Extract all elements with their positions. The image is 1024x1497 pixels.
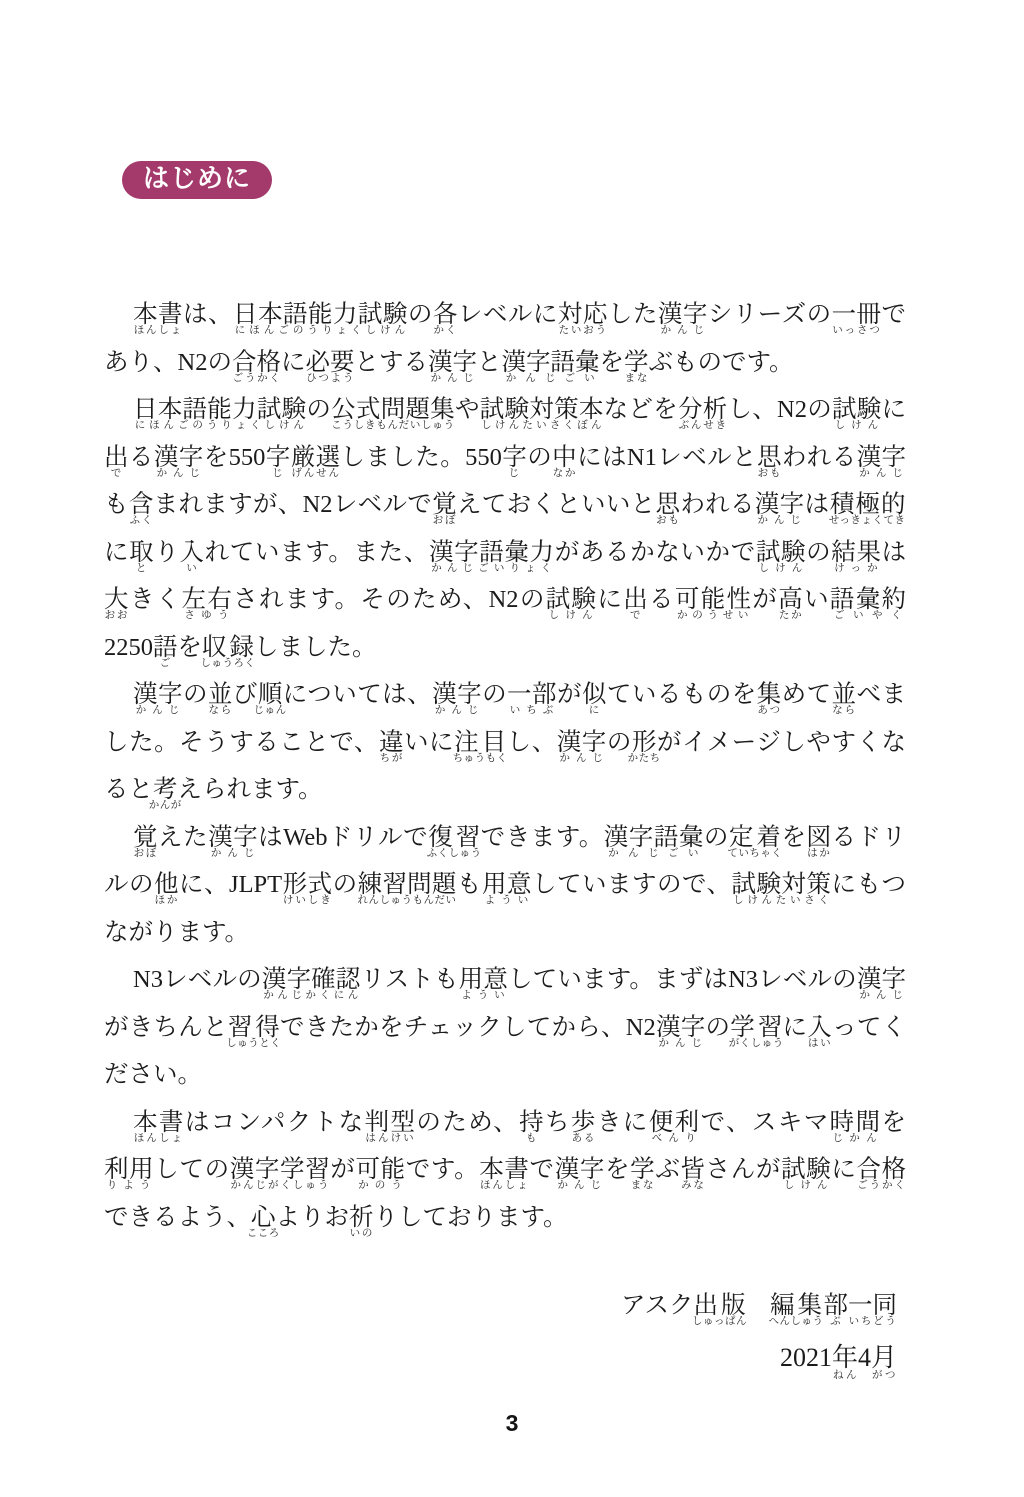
- annotated-text: 語ご: [153, 633, 178, 669]
- furigana: まな: [623, 372, 649, 384]
- annotated-text: 漢字かんじ: [657, 301, 708, 336]
- furigana: ごいやく: [829, 610, 907, 621]
- furigana: かんじ: [856, 467, 907, 479]
- annotated-text: 出版しゅっぱん: [692, 1292, 747, 1327]
- furigana: さゆう: [181, 610, 232, 621]
- annotated-text: 漢字かんじ: [754, 491, 805, 526]
- annotated-text: 漢字かんじ: [427, 348, 477, 384]
- annotated-text: 漢字語彙かんじごい: [603, 823, 704, 859]
- furigana: ふく: [128, 515, 154, 526]
- furigana: げんせん: [290, 467, 341, 479]
- furigana: はか: [806, 847, 831, 859]
- annotated-text: 漢字かんじ: [655, 1013, 706, 1049]
- furigana: おも: [655, 515, 681, 526]
- furigana: かんじ: [153, 467, 204, 479]
- annotated-text: 漢字確認かんじかくにん: [261, 966, 361, 1001]
- annotated-text: 高たか: [778, 586, 805, 621]
- annotated-text: 日本語能力試験にほんごのうりょくしけん: [232, 301, 408, 336]
- furigana: しけん: [545, 610, 597, 621]
- furigana: ある: [570, 1132, 596, 1144]
- furigana: かんが: [148, 800, 182, 811]
- annotated-text: 必要ひつよう: [305, 348, 355, 384]
- annotated-text: 習得しゅうとく: [226, 1013, 282, 1049]
- furigana: かんじ: [554, 1180, 605, 1191]
- annotated-text: 他ほか: [154, 871, 180, 906]
- annotated-text: 字じ: [501, 443, 528, 479]
- annotated-text: 日本語能力試験にほんごのうりょくしけん: [133, 396, 307, 431]
- furigana: ようい: [458, 990, 508, 1001]
- body-text: [104, 291, 906, 1241]
- furigana: へんしゅう: [768, 1316, 824, 1327]
- furigana: しけん: [781, 1180, 831, 1191]
- annotated-text: 中なか: [552, 443, 578, 479]
- annotated-text: 一部いちぶ: [507, 681, 557, 716]
- annotated-text: 利用りよう: [104, 1156, 155, 1191]
- page-number: 3: [505, 1410, 519, 1436]
- furigana: かく: [432, 325, 458, 336]
- annotated-text: 思おも: [756, 443, 782, 479]
- furigana: かんじ: [432, 705, 482, 716]
- furigana: まな: [630, 1180, 655, 1191]
- furigana: じ: [501, 467, 527, 479]
- annotated-text: 用意ようい: [458, 966, 509, 1001]
- annotated-text: 学まな: [630, 1156, 656, 1191]
- furigana: ていちゃく: [727, 847, 783, 859]
- annotated-text: 漢字かんじ: [556, 728, 607, 764]
- annotated-text: 皆みな: [680, 1156, 706, 1191]
- furigana: たか: [778, 610, 803, 621]
- annotated-text: 合格ごうかく: [856, 1156, 907, 1191]
- annotated-text: 似に: [581, 681, 607, 716]
- furigana: で: [104, 467, 129, 479]
- annotated-text: 並なら: [831, 681, 857, 716]
- furigana: なか: [552, 467, 577, 479]
- furigana: こうしきもんだいしゅう: [331, 420, 455, 431]
- furigana: いっさつ: [831, 325, 882, 336]
- annotated-text: 考かんが: [148, 776, 182, 811]
- annotated-text: 時間じかん: [829, 1108, 882, 1144]
- furigana: おお: [104, 610, 129, 621]
- annotated-text: 並なら: [207, 681, 233, 716]
- annotated-text: 合格ごうかく: [231, 348, 281, 384]
- annotated-text: 漢字かんじ: [856, 443, 907, 479]
- annotated-text: 本書ほんしょ: [133, 301, 183, 336]
- annotated-text: 結果けっか: [831, 538, 882, 574]
- annotated-text: 取と: [129, 538, 155, 574]
- furigana: ぶんせき: [677, 420, 728, 431]
- annotated-text: 歩ある: [570, 1108, 597, 1144]
- furigana: かんじかくにん: [261, 990, 361, 1001]
- annotated-text: 便利べんり: [648, 1108, 701, 1144]
- furigana: ちが: [378, 752, 404, 764]
- annotated-text: 漢字語彙力かんじごいりょく: [428, 538, 555, 574]
- annotated-text: 試験しけん: [755, 538, 807, 574]
- furigana: たいおう: [557, 325, 608, 336]
- annotated-text: 漢字かんじ: [208, 823, 259, 859]
- annotated-text: 漢字かんじ: [133, 681, 183, 716]
- furigana: かんじごい: [501, 372, 600, 384]
- annotated-text: 図はか: [806, 823, 832, 859]
- annotated-text: 収録しゅうろく: [200, 633, 256, 669]
- furigana: かのうせい: [674, 610, 752, 621]
- furigana: ちゅうもく: [452, 752, 508, 764]
- furigana: にほんごのうりょくしけん: [232, 325, 408, 336]
- annotated-text: 年ねん: [831, 1343, 858, 1381]
- furigana: はい: [807, 1037, 832, 1049]
- furigana: おぼ: [133, 847, 158, 859]
- annotated-text: 字じ: [265, 443, 291, 479]
- furigana: ほんしょ: [133, 1132, 184, 1144]
- annotated-text: 出で: [623, 586, 650, 621]
- furigana: せっきょくてき: [828, 515, 906, 526]
- annotated-text: 試験しけん: [832, 396, 882, 431]
- paragraph: 日本語能力試験にほんごのうりょくしけんの公式問題集こうしきもんだいしゅうや試験対策本しけんたいさくぼんなどを分析ぶんせきし、N2の試験しけんに出でる漢字かんじを550字じ厳選げんせんしました。550字じの中なかにはN1レベルと思おもわれる漢字かんじも含ふくまれますが、N2レベルで覚おぼえておくといいと思おもわれる漢字かんじは積極的せっきょくてきに取とり入いれています。また、漢字語彙力かんじごいりょくがあるかないかで試験しけんの結果けっかは大おおきく左右さゆうされます。そのため、N2の試験しけんに出でる可能性かのうせいが高たかい語彙約ごいやく2250語ごを収録しゅうろくしました。: [104, 396, 907, 669]
- annotated-text: 試験しけん: [781, 1156, 832, 1191]
- furigana: ほんしょ: [479, 1180, 529, 1191]
- furigana: おぼ: [432, 515, 457, 526]
- annotated-text: 用意ようい: [481, 871, 532, 906]
- annotated-text: 部ぶ: [823, 1292, 848, 1327]
- furigana: も: [519, 1132, 544, 1144]
- annotated-text: 注目ちゅうもく: [452, 728, 508, 764]
- furigana: ねん: [831, 1370, 858, 1381]
- furigana: しけん: [832, 420, 882, 431]
- furigana: しゅうとく: [226, 1037, 282, 1049]
- annotated-text: 漢字かんじ: [856, 966, 907, 1001]
- furigana: れんしゅうもんだい: [357, 895, 457, 906]
- furigana: かのう: [355, 1180, 406, 1191]
- furigana: なら: [207, 705, 233, 716]
- annotated-text: 試験対策本しけんたいさくぼん: [479, 396, 604, 431]
- annotated-text: 復習ふくしゅう: [426, 823, 482, 859]
- furigana: ふくしゅう: [426, 847, 482, 859]
- furigana: ほか: [154, 895, 179, 906]
- annotated-text: 集あつ: [756, 681, 782, 716]
- annotated-text: 左右さゆう: [181, 586, 234, 621]
- furigana: じゅん: [253, 705, 287, 716]
- furigana: あつ: [756, 705, 782, 716]
- annotated-text: 漢字学習かんじがくしゅう: [229, 1156, 331, 1191]
- paragraph: 覚おぼえた漢字かんじはWebドリルで復習ふくしゅうできます。漢字語彙かんじごいの定着ていちゃくを図はかるドリルの他ほかに、JLPT形式けいしきの練習問題れんしゅうもんだいも用意よういしていますので、試験対策しけんたいさくにもつながります。: [104, 823, 907, 946]
- section-badge-label: はじめに: [143, 163, 252, 193]
- furigana: かんじごいりょく: [428, 562, 555, 574]
- annotated-text: 漢字かんじ: [153, 443, 204, 479]
- annotated-text: 可能性かのうせい: [674, 586, 753, 621]
- furigana: かんじ: [657, 325, 708, 336]
- furigana: かんじ: [856, 990, 907, 1001]
- furigana: ひつよう: [305, 372, 355, 384]
- furigana: かんじがくしゅう: [229, 1180, 330, 1191]
- annotated-text: 漢字かんじ: [554, 1156, 605, 1191]
- annotated-text: 判型はんけい: [364, 1108, 417, 1144]
- annotated-text: 含ふく: [128, 491, 154, 526]
- furigana: かんじ: [427, 372, 477, 384]
- annotated-text: 覚おぼ: [133, 823, 159, 859]
- annotated-text: 編集へんしゅう: [768, 1292, 824, 1327]
- furigana: い: [179, 562, 204, 574]
- furigana: かんじ: [556, 752, 607, 764]
- annotated-text: 入い: [179, 538, 205, 574]
- annotated-text: 思おも: [655, 491, 681, 526]
- furigana: かんじ: [754, 515, 805, 526]
- furigana: かんじ: [655, 1037, 706, 1049]
- furigana: りよう: [104, 1180, 154, 1191]
- annotated-text: 順じゅん: [253, 681, 287, 716]
- annotated-text: 月がつ: [870, 1343, 897, 1381]
- furigana: おも: [756, 467, 782, 479]
- furigana: しけんたいさくぼん: [479, 420, 604, 431]
- annotated-text: 心こころ: [246, 1203, 280, 1239]
- furigana: かんじ: [208, 847, 258, 859]
- furigana: じ: [265, 467, 290, 479]
- furigana: なら: [831, 705, 857, 716]
- annotated-text: 対応たいおう: [557, 301, 608, 336]
- annotated-text: 漢字語彙かんじごい: [501, 348, 600, 384]
- furigana: こころ: [246, 1227, 280, 1239]
- furigana: いちどう: [848, 1316, 897, 1327]
- furigana: けいしき: [282, 895, 333, 906]
- furigana: ご: [153, 657, 178, 669]
- annotated-text: 厳選げんせん: [290, 443, 341, 479]
- annotated-text: 定着ていちゃく: [727, 823, 783, 859]
- furigana: かたち: [627, 752, 661, 764]
- annotated-text: 覚おぼ: [432, 491, 457, 526]
- annotated-text: 語彙約ごいやく: [829, 586, 907, 621]
- signature-line: アスク出版しゅっぱん 編集へんしゅう部ぶ一同いちどう: [620, 1292, 897, 1327]
- furigana: けっか: [831, 562, 881, 574]
- furigana: しけん: [755, 562, 806, 574]
- annotated-text: 持も: [519, 1108, 546, 1144]
- furigana: みな: [680, 1180, 705, 1191]
- paragraph: N3レベルの漢字確認かんじかくにんリストも用意よういしています。まずはN3レベルの漢字かんじがきちんと習得しゅうとくできたかをチェックしてから、N2漢字かんじの学習がくしゅうに入はいってください。: [104, 966, 907, 1088]
- date-line: 2021年ねん4月がつ: [779, 1343, 897, 1381]
- annotated-text: 公式問題集こうしきもんだいしゅう: [331, 396, 456, 431]
- annotated-text: 一冊いっさつ: [831, 301, 882, 336]
- annotated-text: 出で: [104, 443, 129, 479]
- paragraph: 本書ほんしょは、日本語能力試験にほんごのうりょくしけんの各かくレベルに対応たいおうした漢字かんじシリーズの一冊いっさつであり、N2の合格ごうかくに必要ひつようとする漢字かんじと漢字語彙かんじごいを学まなぶものです。: [104, 301, 907, 384]
- annotated-text: 形式けいしき: [282, 871, 333, 906]
- annotated-text: 形かたち: [627, 728, 661, 764]
- paragraph: 漢字かんじの並ならび順じゅんについては、漢字かんじの一部いちぶが似にているものを集あつめて並ならべました。そうすることで、違ちがいに注目ちゅうもくし、漢字かんじの形かたちがイメージしやすくなると考かんがえられます。: [104, 681, 907, 811]
- annotated-text: 可能かのう: [355, 1156, 406, 1191]
- furigana: ようい: [481, 895, 532, 906]
- furigana: に: [581, 705, 607, 716]
- annotated-text: 学まな: [623, 348, 649, 384]
- furigana: がつ: [870, 1370, 897, 1381]
- annotated-text: 違ちが: [378, 728, 405, 764]
- annotated-text: 祈いの: [349, 1203, 374, 1239]
- furigana: べんり: [648, 1132, 700, 1144]
- annotated-text: 分析ぶんせき: [677, 396, 728, 431]
- annotated-text: 試験しけん: [545, 586, 598, 621]
- furigana: と: [129, 562, 154, 574]
- section-badge: [122, 161, 272, 199]
- annotated-text: 本書ほんしょ: [479, 1156, 530, 1191]
- furigana: いの: [349, 1227, 374, 1239]
- furigana: ごうかく: [856, 1180, 907, 1191]
- paragraph: 本書ほんしょはコンパクトな判型はんけいのため、持もち歩あるきに便利べんりで、スキマ時間じかんを利用りようしての漢字学習かんじがくしゅうが可能かのうです。本書ほんしょで漢字かんじを学まなぶ皆みなさんが試験しけんに合格ごうかくできるよう、心こころよりお祈いのりしております。: [104, 1108, 907, 1239]
- furigana: しゅっぱん: [692, 1316, 747, 1327]
- furigana: かんじごい: [603, 847, 704, 859]
- furigana: で: [623, 610, 648, 621]
- furigana: ぶ: [823, 1316, 848, 1327]
- furigana: ほんしょ: [133, 325, 183, 336]
- furigana: しけんたいさく: [731, 895, 832, 906]
- furigana: いちぶ: [507, 705, 557, 716]
- annotated-text: 試験対策しけんたいさく: [731, 871, 832, 906]
- annotated-text: 学習がくしゅう: [728, 1013, 784, 1049]
- annotated-text: 大おお: [104, 586, 130, 621]
- furigana: かんじ: [133, 705, 183, 716]
- annotated-text: 積極的せっきょくてき: [828, 491, 906, 526]
- annotated-text: 入はい: [807, 1013, 833, 1049]
- furigana: にほんごのうりょくしけん: [133, 420, 307, 431]
- furigana: はんけい: [364, 1132, 415, 1144]
- annotated-text: 一同いちどう: [848, 1292, 897, 1327]
- furigana: じかん: [829, 1132, 881, 1144]
- furigana: ごうかく: [231, 372, 281, 384]
- annotated-text: 本書ほんしょ: [133, 1108, 185, 1144]
- annotated-text: 漢字かんじ: [432, 681, 483, 716]
- furigana: しゅうろく: [200, 657, 256, 669]
- annotated-text: 各かく: [432, 301, 458, 336]
- furigana: がくしゅう: [728, 1037, 784, 1049]
- annotated-text: 練習問題れんしゅうもんだい: [357, 871, 457, 906]
